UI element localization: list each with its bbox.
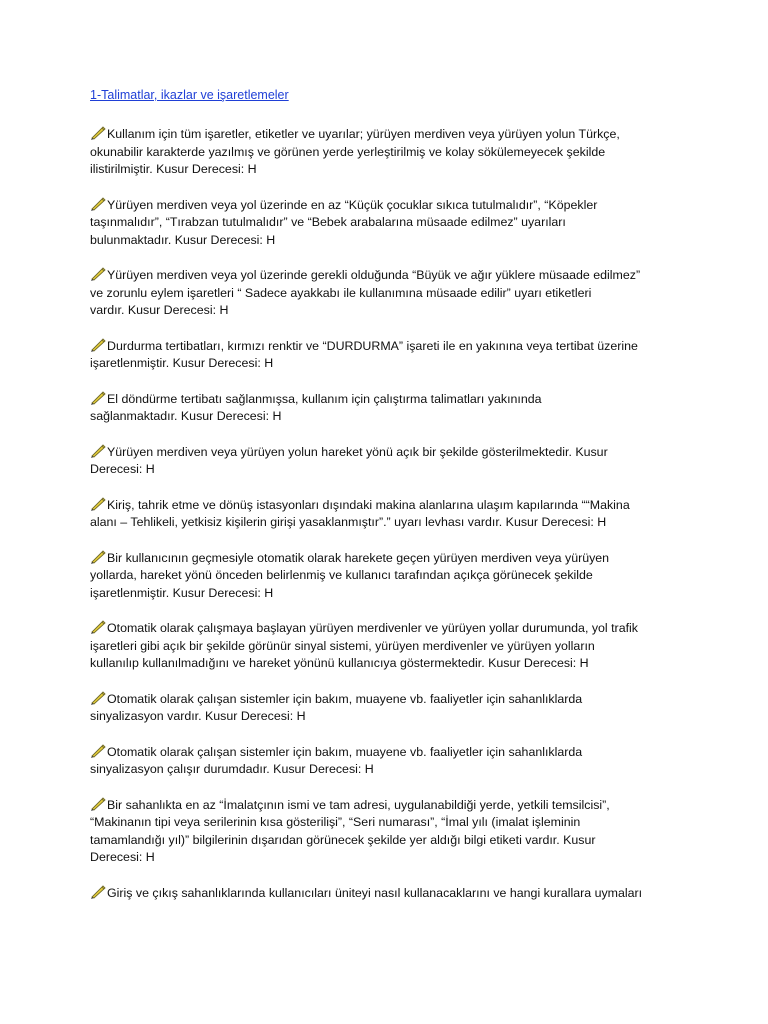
- pencil-icon: [90, 444, 106, 458]
- checklist-item-label: Bir sahanlıkta en az “İmalatçının ismi ve tam adresi, uygulanabildiği yerde, yetkili temsilcisi”, “Makinanın tipi veya serilerinin kısa gösterilişi”, “Seri numarası”, “İmal yılı (imalat işleminin tamamlandığı yıl)” bilgilerinin dışarıdan görünecek şekilde yer aldığı bilgi etiketi vardır. Kusur Derecesi: H: [90, 797, 610, 864]
- checklist-item-label: Otomatik olarak çalışan sistemler için bakım, muayene vb. faaliyetler için sahanlıklarda sinyalizasyon vardır. Kusur Derecesi: H: [90, 691, 583, 723]
- checklist-item: [90, 885, 680, 903]
- checklist-item-text: [90, 691, 680, 726]
- pencil-icon: [90, 267, 106, 281]
- pencil-icon: [90, 550, 106, 564]
- checklist-item: [90, 620, 680, 673]
- pencil-icon: [90, 338, 106, 352]
- checklist-item-label: El döndürme tertibatı sağlanmışsa, kullanım için çalıştırma talimatları yakınında sağlanmaktadır. Kusur Derecesi: H: [90, 391, 542, 423]
- checklist: [90, 126, 680, 902]
- checklist-item-label: Yürüyen merdiven veya yol üzerinde en az “Küçük çocuklar sıkıca tutulmalıdır”, “Köpekler taşınmalıdır”, “Tırabzan tutulmalıdır” ve “Bebek arabalarına müsaade edilmez” uyarıları bulunmaktadır. Kusur Derecesi: H: [90, 197, 598, 247]
- checklist-item: [90, 797, 680, 867]
- checklist-item-label: Yürüyen merdiven veya yürüyen yolun hareket yönü açık bir şekilde gösterilmektedir. Kusur Derecesi: H: [90, 444, 608, 476]
- checklist-item-text: [90, 267, 680, 320]
- pencil-icon: [90, 797, 106, 811]
- checklist-item-text: [90, 444, 680, 479]
- checklist-item-text: [90, 338, 680, 373]
- pencil-icon: [90, 126, 106, 140]
- checklist-item-text: [90, 126, 680, 179]
- checklist-item-text: [90, 197, 680, 250]
- pencil-icon: [90, 691, 106, 705]
- checklist-item: [90, 691, 680, 726]
- checklist-item-label: Kiriş, tahrik etme ve dönüş istasyonları dışındaki makina alanlarına ulaşım kapılarında ““Makina alanı – Tehlikeli, yetkisiz kişilerin girişi yasaklanmıştır”.” uyarı levhası vardır. Kusur Derecesi: H: [90, 497, 630, 529]
- pencil-icon: [90, 620, 106, 634]
- checklist-item-label: Otomatik olarak çalışan sistemler için bakım, muayene vb. faaliyetler için sahanlıklarda sinyalizasyon çalışır durumdadır. Kusur Derecesi: H: [90, 744, 583, 776]
- checklist-item-text: [90, 620, 680, 673]
- pencil-icon: [90, 391, 106, 405]
- checklist-item-label: Otomatik olarak çalışmaya başlayan yürüyen merdivenler ve yürüyen yollar durumunda, yol trafik işaretleri gibi açık bir şekilde görünür sinyal sistemi, yürüyen merdivenler ve yürüyen yolların kullanılıp kullanılmadığını ve hareket yönünü kullanıcıya göstermektedir. Kusur Derecesi: H: [90, 621, 638, 670]
- checklist-item: [90, 744, 680, 779]
- checklist-item-text: [90, 744, 680, 779]
- document-page: [90, 86, 680, 920]
- checklist-item: [90, 267, 680, 320]
- checklist-item-label: Giriş ve çıkış sahanlıklarında kullanıcıları üniteyi nasıl kullanacaklarını ve hangi kurallara uymaları: [107, 885, 643, 900]
- checklist-item-label: Durdurma tertibatları, kırmızı renktir ve “DURDURMA” işareti ile en yakınına veya tertibat üzerine işaretlenmiştir. Kusur Derecesi: H: [90, 338, 638, 370]
- checklist-item-text: [90, 885, 680, 903]
- pencil-icon: [90, 197, 106, 211]
- checklist-item-text: [90, 797, 680, 867]
- checklist-item-label: Bir kullanıcının geçmesiyle otomatik olarak harekete geçen yürüyen merdiven veya yürüyen yollarda, hareket yönü önceden belirlenmiş ve kullanıcı tarafından açıkça görünecek şekilde işaretlenmiştir. Kusur Derecesi: H: [90, 550, 610, 600]
- checklist-item: [90, 550, 680, 603]
- checklist-item: [90, 197, 680, 250]
- checklist-item-text: [90, 391, 680, 426]
- checklist-item-label: Kullanım için tüm işaretler, etiketler ve uyarılar; yürüyen merdiven veya yürüyen yolun Türkçe, okunabilir karakterde yazılmış ve görünen yerde yerleştirilmiş ve kolay sökülemeyecek şekilde ilistirilmiştir. Kusur Derecesi: H: [90, 127, 620, 176]
- section-heading-link[interactable]: 1-Talimatlar, ikazlar ve işaretlemeler: [90, 88, 289, 102]
- checklist-item-label: Yürüyen merdiven veya yol üzerinde gerekli olduğunda “Büyük ve ağır yüklere müsaade edilmez” ve zorunlu eylem işaretleri “ Sadece ayakkabı ile kullanımına müsaade edilir” uyarı etiketleri vardır. Kusur Derecesi: H: [90, 268, 641, 317]
- pencil-icon: [90, 885, 106, 899]
- checklist-item: [90, 497, 680, 532]
- pencil-icon: [90, 744, 106, 758]
- checklist-item-text: [90, 497, 680, 532]
- pencil-icon: [90, 497, 106, 511]
- checklist-item: [90, 444, 680, 479]
- checklist-item: [90, 338, 680, 373]
- checklist-item: [90, 126, 680, 179]
- checklist-item-text: [90, 550, 680, 603]
- checklist-item: [90, 391, 680, 426]
